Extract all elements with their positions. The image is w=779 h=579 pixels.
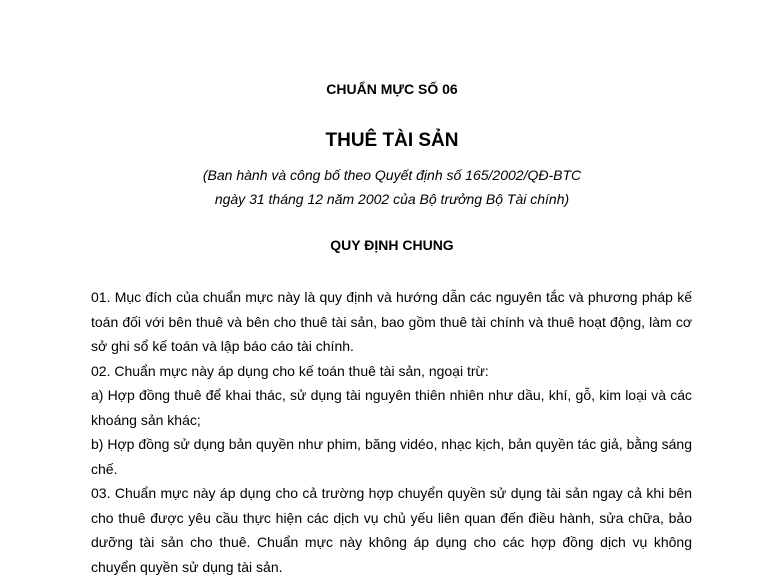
paragraph-02a: a) Hợp đồng thuê để khai thác, sử dụng tài nguyên thiên nhiên như dầu, khí, gỗ, kim loại và các khoáng sản khác; (91, 387, 692, 428)
paragraph-02: 02. Chuẩn mực này áp dụng cho kế toán thuê tài sản, ngoại trừ: (91, 362, 489, 379)
subtitle-line-2: ngày 31 tháng 12 năm 2002 của Bộ trưởng Bộ Tài chính) (214, 191, 570, 207)
document-subtitle (0, 163, 779, 211)
body-text (91, 285, 692, 579)
document-title: THUÊ TÀI SẢN (325, 130, 459, 151)
paragraph-01: 01. Mục đích của chuẩn mực này là quy định và hướng dẫn các nguyên tắc và phương pháp kế toán đối với bên thuê và bên cho thuê tài sản, bao gồm thuê tài chính và thuê hoạt động, làm cơ sở ghi sổ kế toán và lập báo cáo tài chính. (91, 289, 692, 354)
subtitle-line-1: (Ban hành và công bố theo Quyết định số 165/2002/QĐ-BTC (202, 167, 582, 183)
standard-number: CHUẨN MỰC SỐ 06 (326, 81, 458, 97)
paragraph-03: 03. Chuẩn mực này áp dụng cho cả trường hợp chuyển quyền sử dụng tài sản ngay cả khi bên cho thuê được yêu cầu thực hiện các dịch vụ chủ yếu liên quan đến điều hành, sửa chữa, bảo dưỡng tài sản cho thuê. Chuẩn mực này không áp dụng cho các hợp đồng dịch vụ không chuyển quyền sử dụng tài sản. (91, 485, 692, 575)
section-heading: QUY ĐỊNH CHUNG (330, 237, 454, 253)
paragraph-02b: b) Hợp đồng sử dụng bản quyền như phim, băng vidéo, nhạc kịch, bản quyền tác giả, bằng sáng chế. (91, 436, 692, 477)
